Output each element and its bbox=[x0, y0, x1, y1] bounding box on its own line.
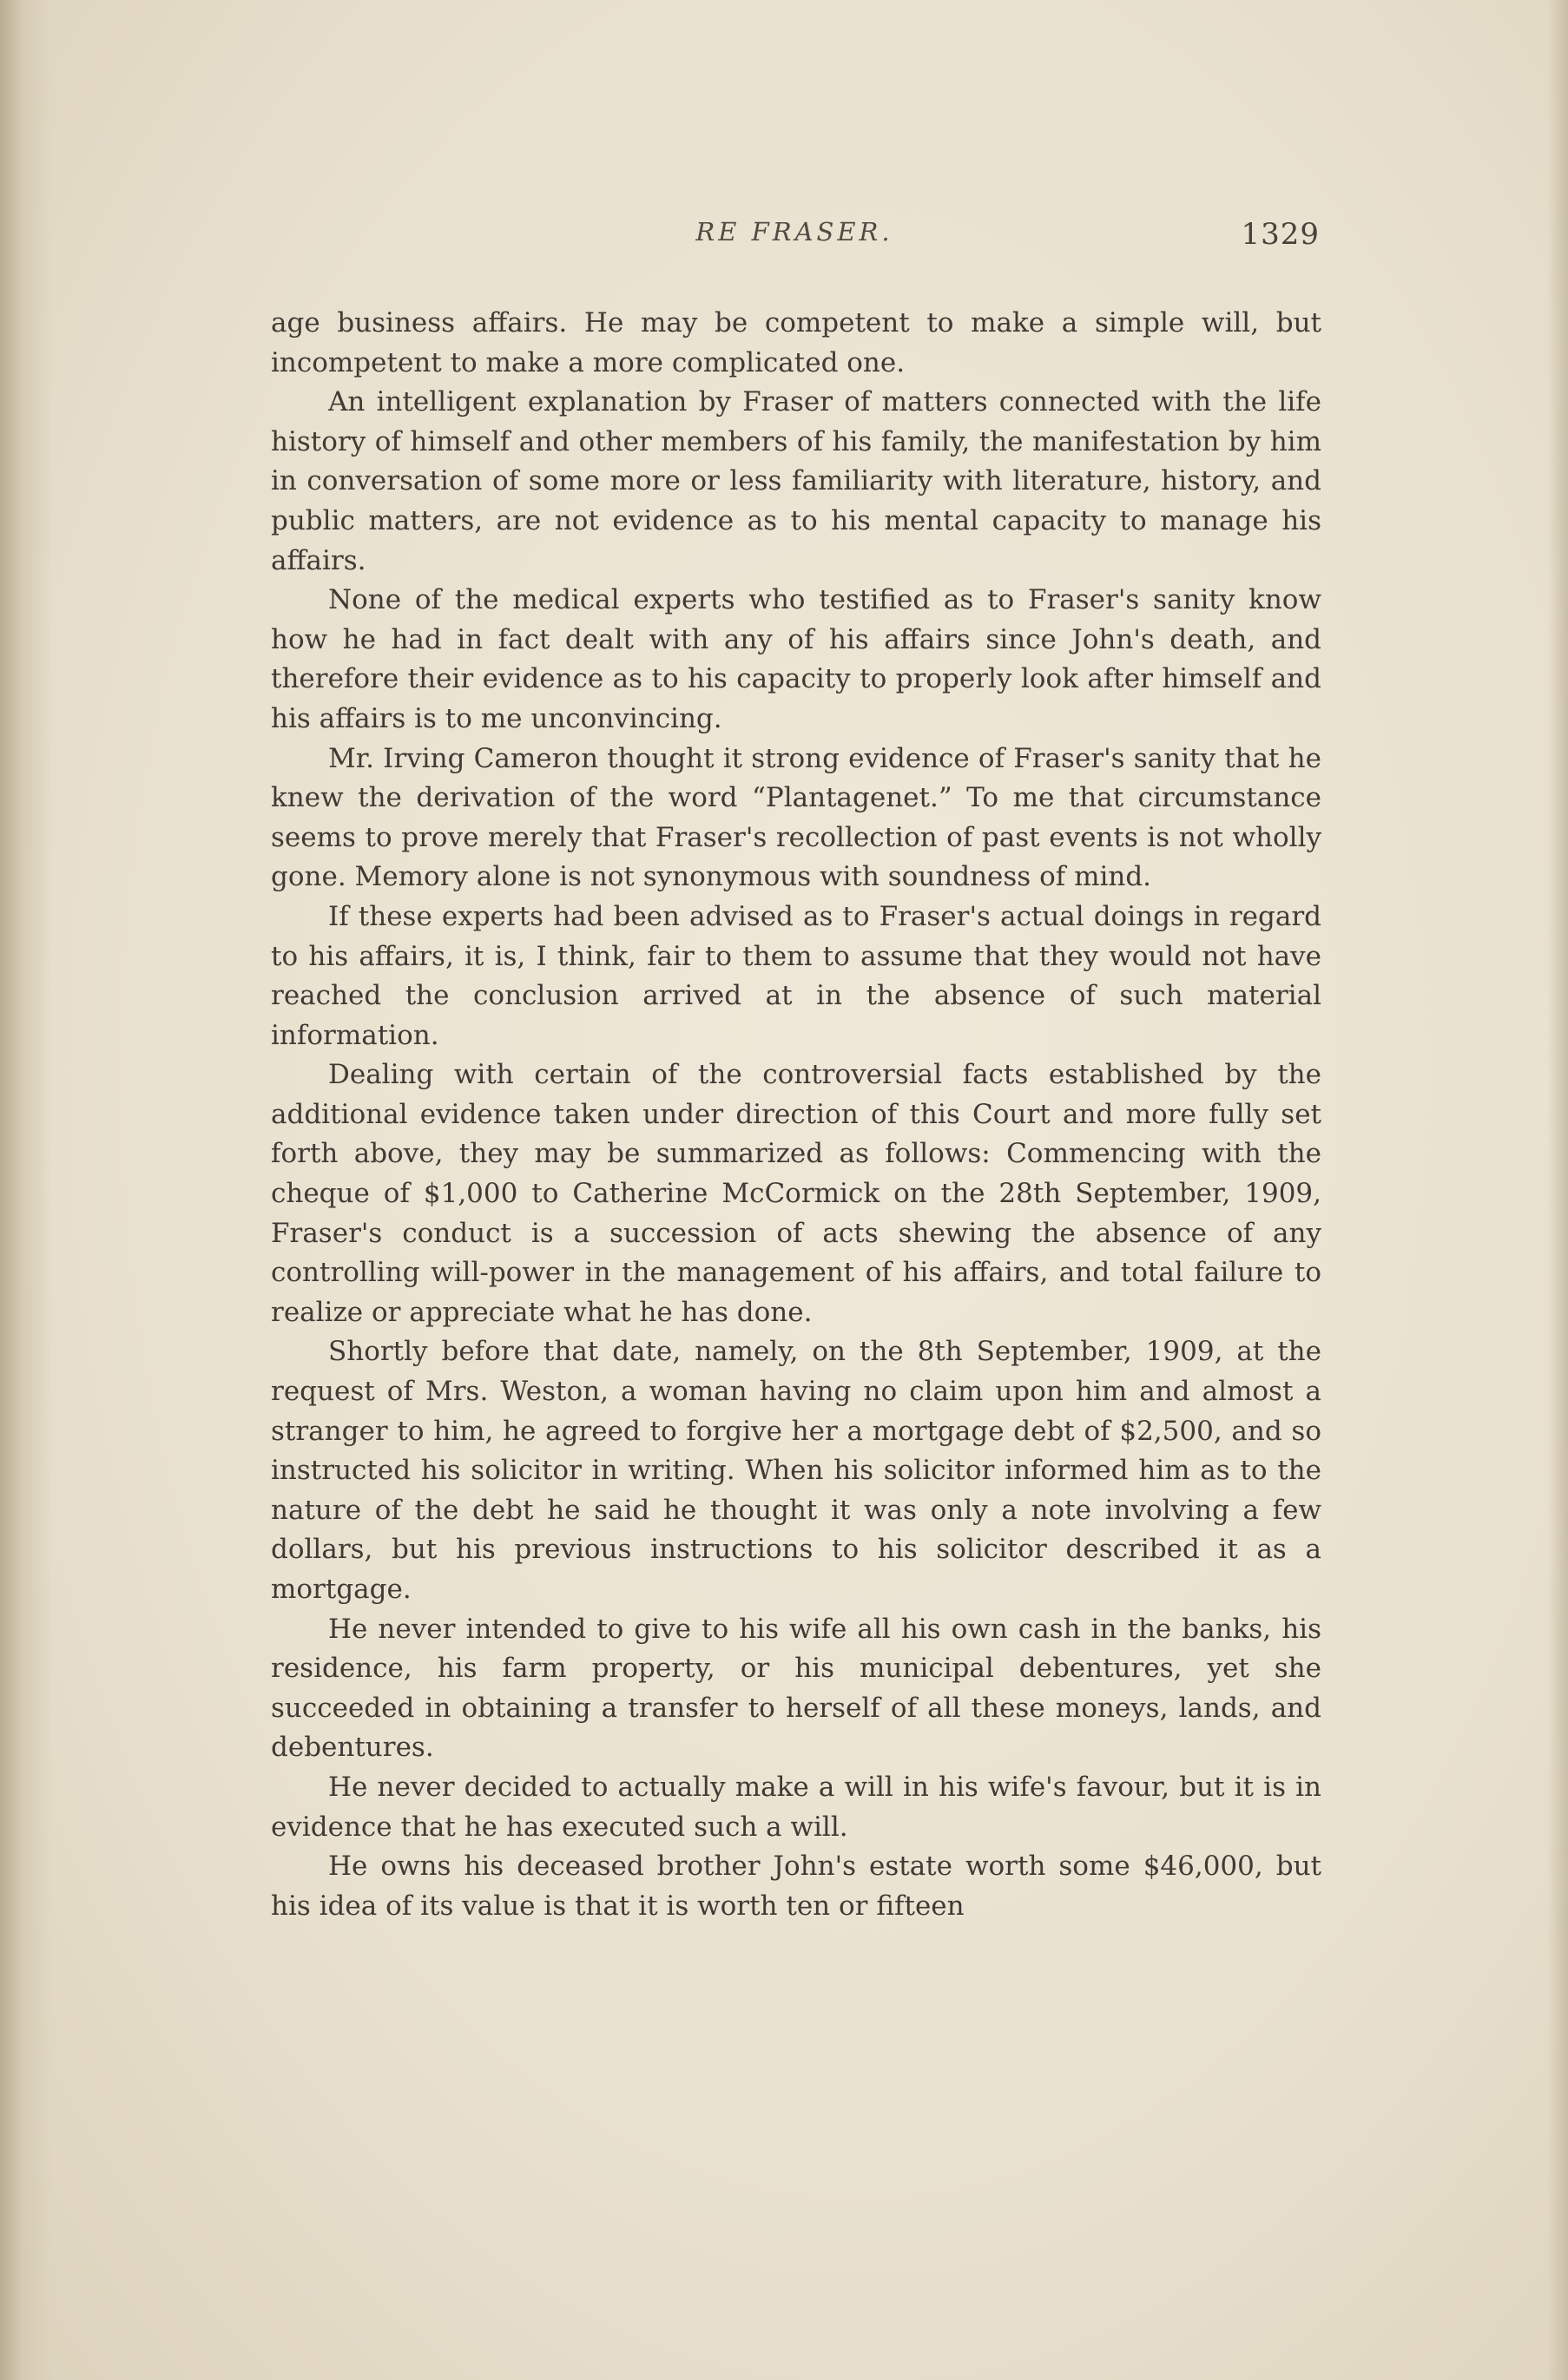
paragraph: None of the medical experts who testified as to Fraser's sanity know how he had in fact dealt with any of his affairs since John's death, and therefore their evidence as to his capacity to properly look after himself and his affairs is to me unconvincing. bbox=[271, 584, 1321, 734]
paragraph: He never decided to actually make a will in his wife's favour, but it is in evidence that he has executed such a will. bbox=[271, 1771, 1321, 1843]
paragraph: age business affairs. He may be competent to make a simple will, but incompetent to make a more complicated one. bbox=[271, 307, 1321, 378]
paragraph: Mr. Irving Cameron thought it strong evidence of Fraser's sanity that he knew the derivation of the word “Plantagenet.” To me that circumstance seems to prove merely that Fraser's recollection of past events is not wholly gone. Memory alone is not synonymous with soundness of mind. bbox=[271, 742, 1321, 893]
page-header bbox=[269, 217, 1320, 269]
paragraph: He never intended to give to his wife all his own cash in the banks, his residence, his farm property, or his municipal debentures, yet she succeeded in obtaining a transfer to herself of all these moneys, lands, and debentures. bbox=[271, 1613, 1321, 1764]
running-title: RE FRASER. bbox=[695, 217, 893, 247]
paragraph: If these experts had been advised as to Fraser's actual doings in regard to his affairs, it is, I think, fair to them to assume that they would not have reached the conclusion arrived at in the absence of such material information. bbox=[271, 900, 1321, 1051]
paragraph: Dealing with certain of the controversial facts established by the additional evidence taken under direction of this Court and more fully set forth above, they may be summarized as follows: Commencing with the cheque of $1,000 to Catherine McCormick on the 28th September, 1909, Fraser's conduct is a succession of acts shewing the absence of any controlling will-power in the management of his affairs, and total failure to realize or appreciate what he has done. bbox=[271, 1059, 1321, 1328]
paragraph: Shortly before that date, namely, on the 8th September, 1909, at the request of Mrs. Weston, a woman having no claim upon him and almost a stranger to him, he agreed to forgive her a mortgage debt of $2,500, and so instructed his solicitor in writing. When his solicitor informed him as to the nature of the debt he said he thought it was only a note involving a few dollars, but his previous instructions to his solicitor described it as a mortgage. bbox=[271, 1336, 1321, 1605]
page-spine-shadow bbox=[0, 0, 52, 2380]
body-text bbox=[271, 304, 1321, 1926]
paragraph: He owns his deceased brother John's estate worth some $46,000, but his idea of its value is that it is worth ten or fifteen bbox=[271, 1851, 1321, 1922]
paragraph: An intelligent explanation by Fraser of matters connected with the life history of himself and other members of his family, the manifestation by him in conversation of some more or less familiarity with literature, history, and public matters, are not evidence as to his mental capacity to manage his affairs. bbox=[271, 386, 1321, 576]
page-number: 1329 bbox=[1241, 217, 1320, 252]
page-edge-shadow bbox=[1547, 0, 1568, 2380]
